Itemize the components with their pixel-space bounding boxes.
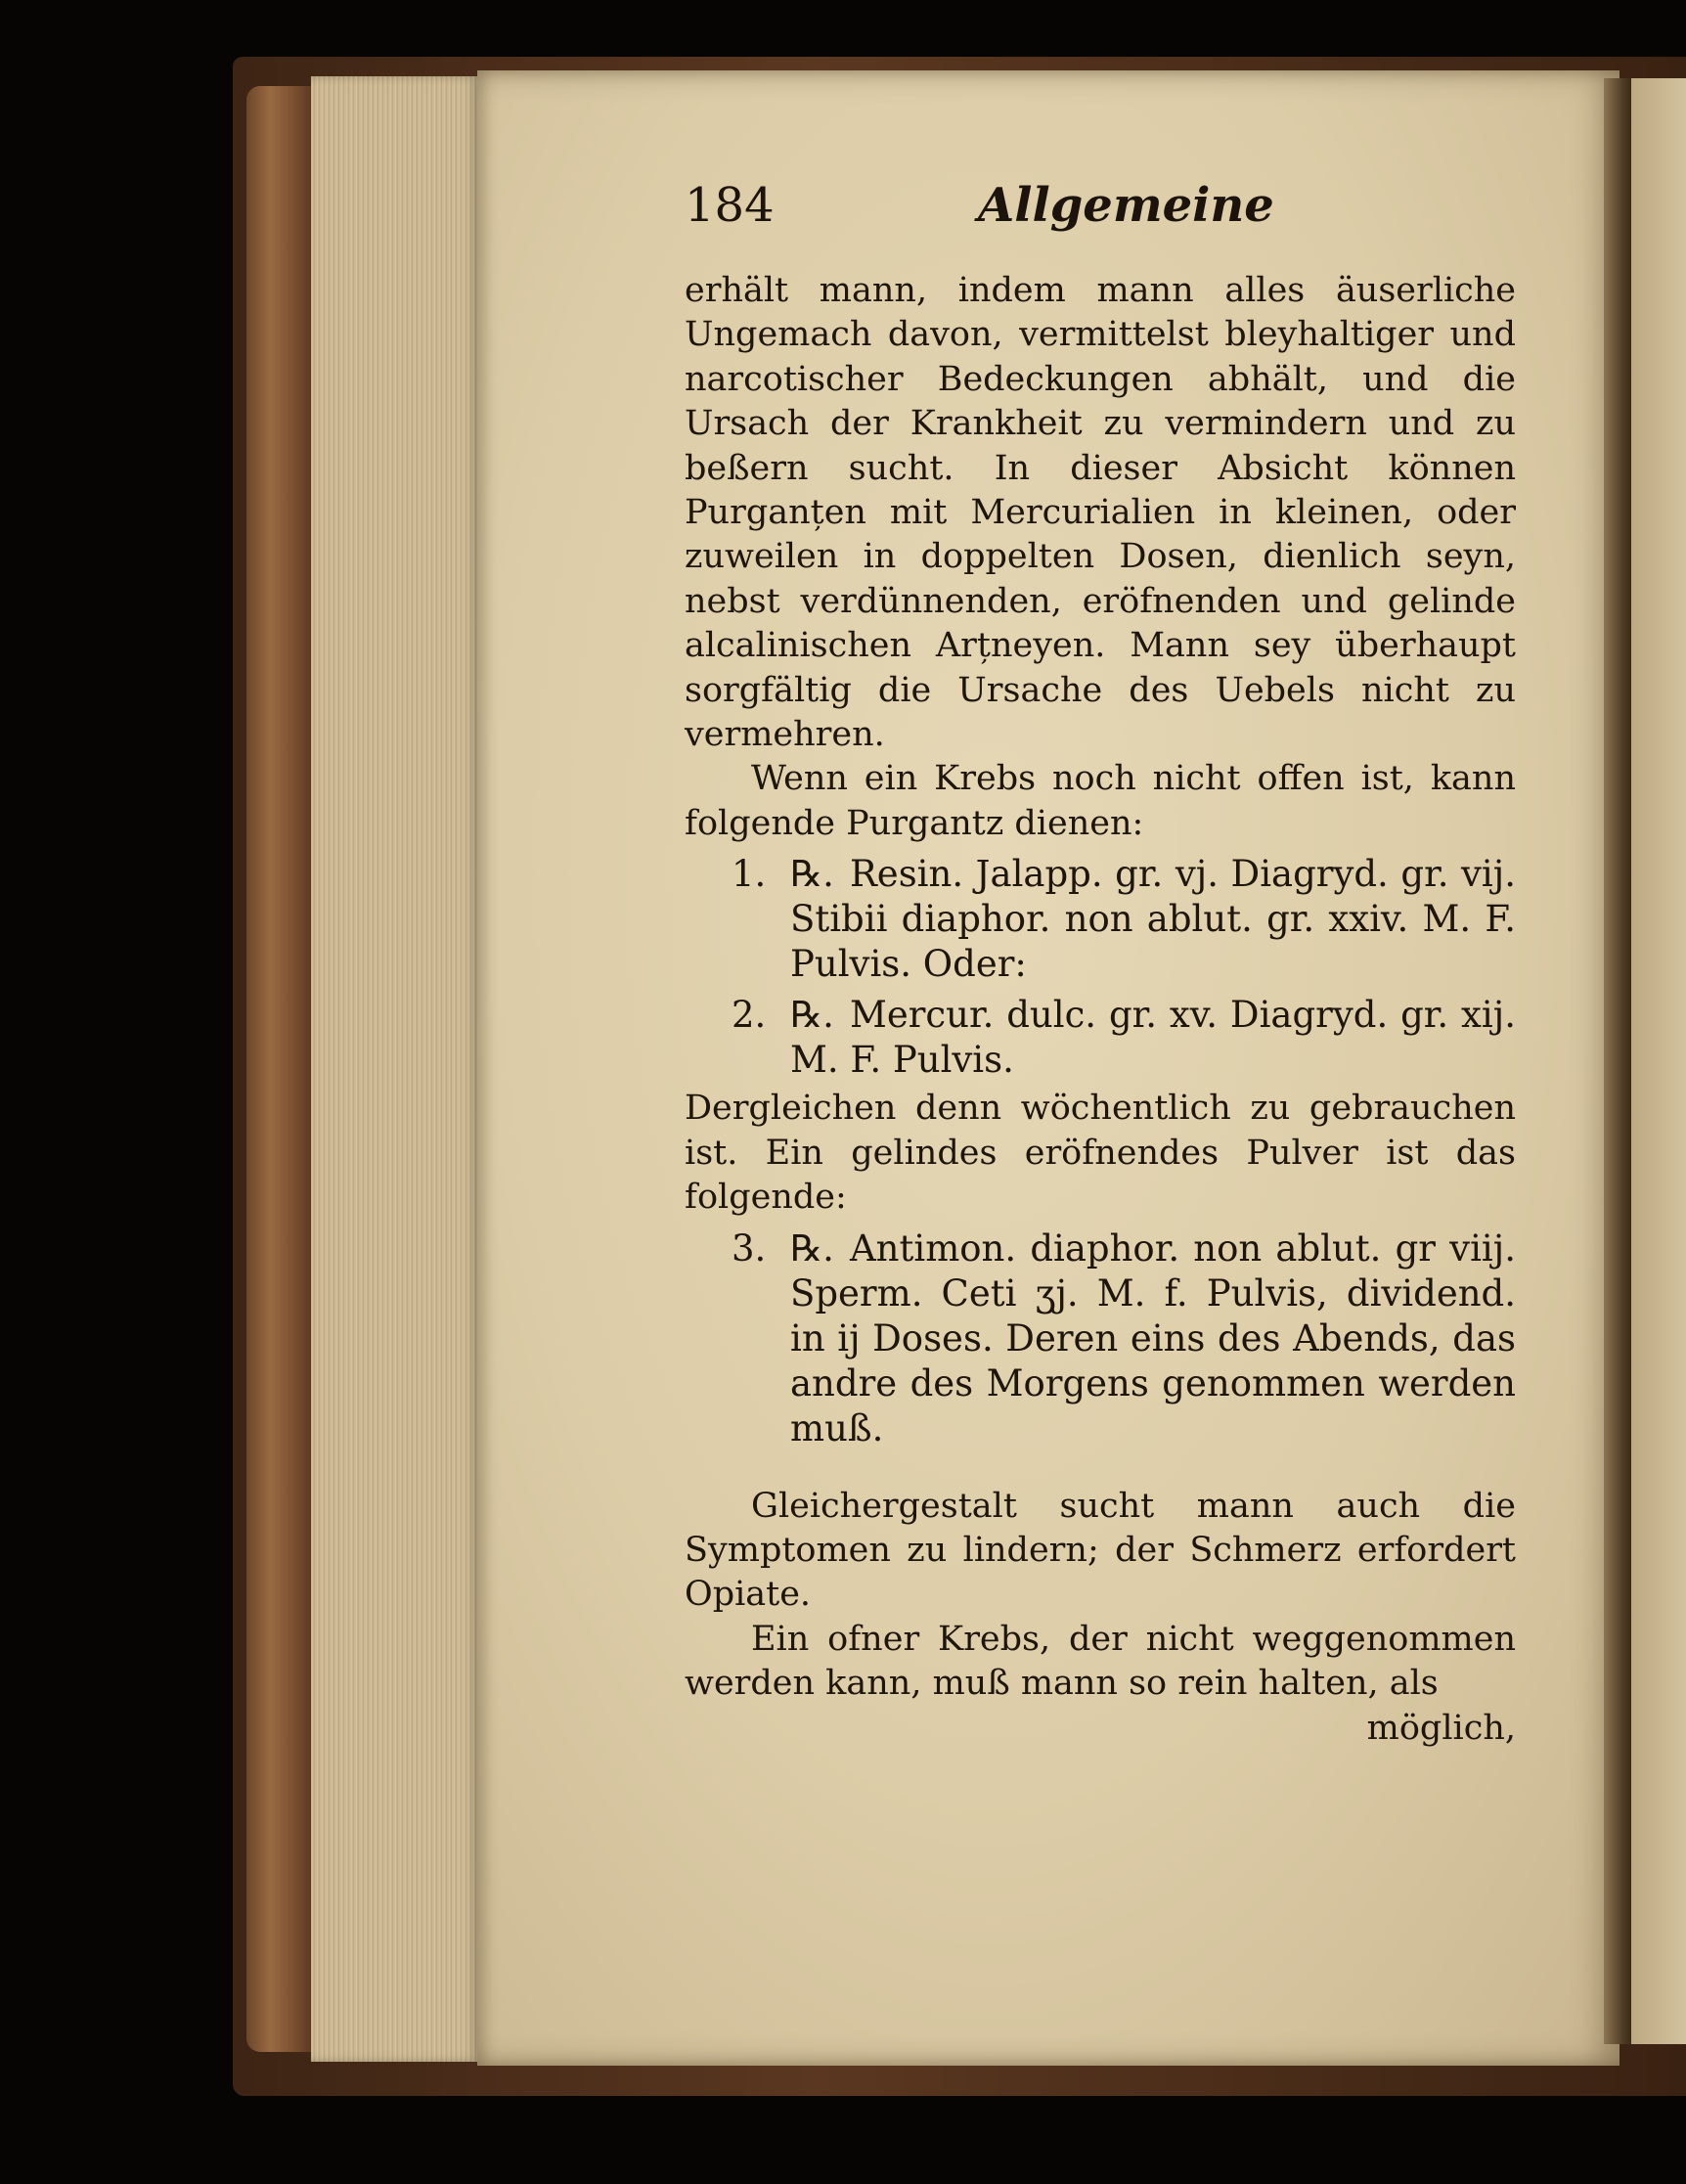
recipe-text: Resin. Jalapp. gr. vj. Diagryd. gr. vij. Stibii diaphor. non ablut. gr. xxiv. M. F. Pulvis. Oder: — [790, 853, 1516, 986]
recipe-symbol: ℞. — [790, 994, 834, 1037]
paragraph-1: erhält mann, indem mann alles äuserliche Ungemach davon, vermittelst bleyhaltiger und narcotischer Bedeckungen abhält, und die Ursach der Krankheit zu vermindern und zu beßern sucht. In dieser Absicht können Purganțen mit Mercurialien in kleinen, oder zuweilen in doppelten Dosen, dienlich seyn, nebst verdünnenden, eröfnenden und gelinde alcalinischen Arțneyen. Mann sey überhaupt sorgfältig die Ursache des Uebels nicht zu vermehren. — [685, 271, 1516, 755]
recipe-1 — [685, 852, 1516, 987]
recipe-number: 1. — [732, 853, 767, 896]
paragraph-4: Gleichergestalt sucht mann auch die Symptomen zu lindern; der Schmerz erfordert Opiate. — [685, 1486, 1516, 1615]
recipe-text: Mercur. dulc. gr. xv. Diagryd. gr. xij. M. F. Pulvis. — [790, 994, 1516, 1082]
page-header — [685, 178, 1428, 246]
page-body — [685, 269, 1516, 1751]
recipe-text: Antimon. diaphor. non ablut. gr viij. Sperm. Ceti ʒj. M. f. Pulvis, dividend. in ij Doses. Deren eins des Abends, das andre des Morgens genommen werden muß. — [790, 1226, 1516, 1449]
catchword: möglich, — [1366, 1708, 1516, 1748]
running-head: Allgemeine — [978, 178, 1274, 233]
page-stack-edge — [311, 76, 479, 2062]
paragraph-3: Dergleichen denn wöchentlich zu gebrauchen ist. Ein gelindes eröfnendes Pulver ist das folgende: — [685, 1089, 1516, 1218]
recipe-3 — [685, 1226, 1516, 1451]
recipe-symbol: ℞. — [790, 853, 834, 896]
paragraph-2: Wenn ein Krebs noch nicht offen ist, kann folgende Purgantz dienen: — [685, 759, 1516, 843]
recipe-number: 3. — [732, 1226, 767, 1270]
recipe-symbol: ℞. — [790, 1226, 834, 1270]
paragraph-5: Ein ofner Krebs, der nicht weggenommen werden kann, muß mann so rein halten, als — [685, 1619, 1516, 1704]
book-spine-edge — [246, 86, 315, 2052]
page-number: 184 — [685, 178, 775, 233]
facing-page-edge — [1631, 78, 1686, 2044]
recipe-number: 2. — [732, 994, 767, 1037]
recipe-2 — [685, 993, 1516, 1083]
